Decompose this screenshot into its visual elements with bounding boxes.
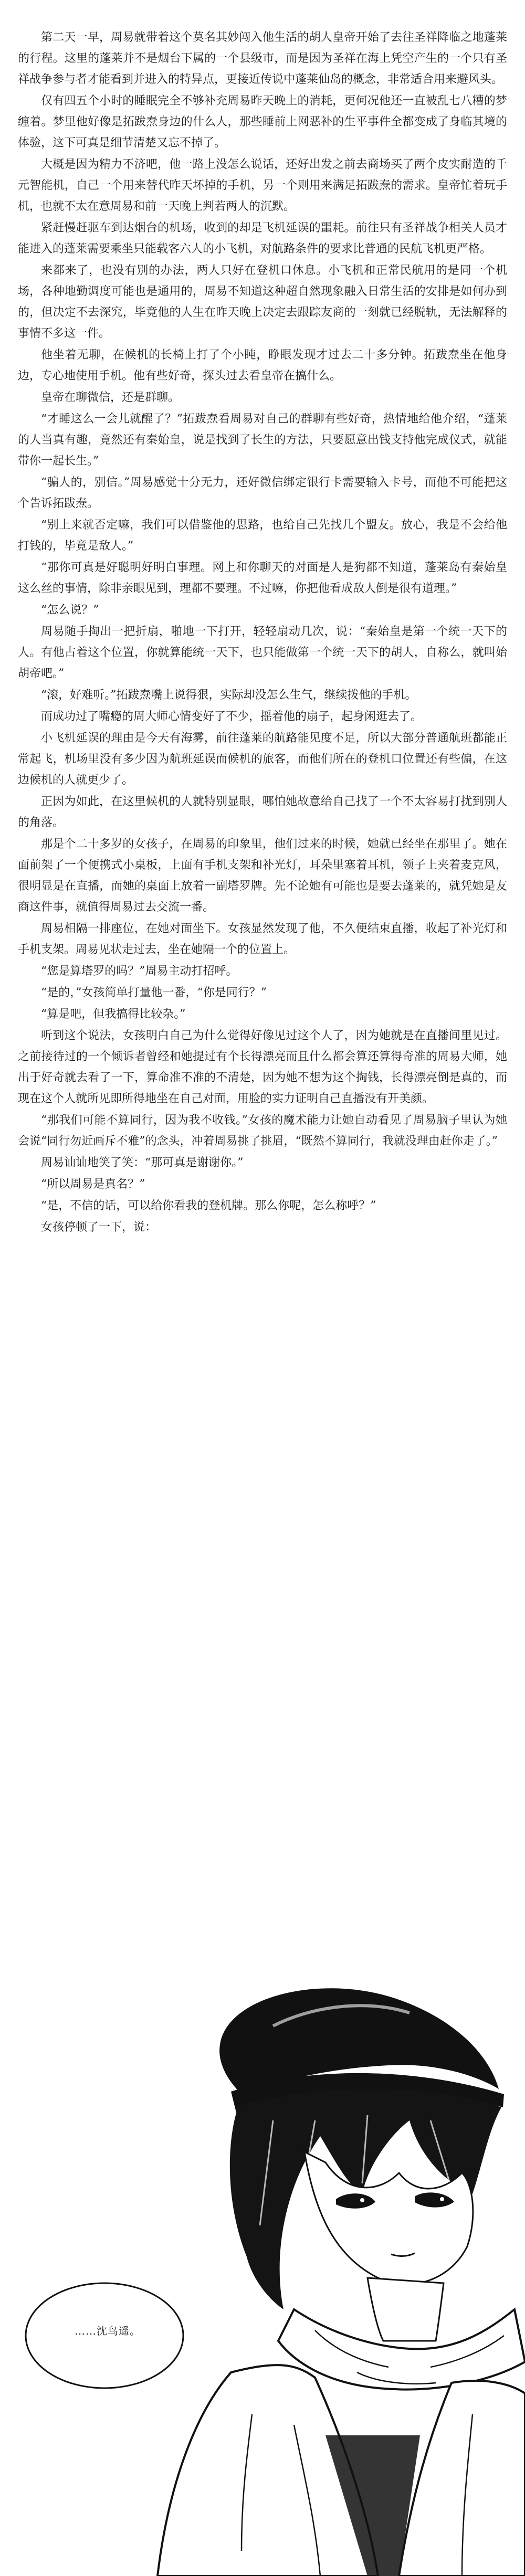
chapter-text <box>18 27 507 1238</box>
paragraph: 周易讪讪地笑了笑：“那可真是谢谢你。” <box>41 1156 244 1169</box>
paragraph: 周易随手掏出一把折扇，啪地一下打开，轻轻扇动几次，说：“秦始皇是第一个统一天下的人。有他占着这个位置，你就算能统一天下，也只能做第一个统一天下的胡人，自称么，就叫始胡帝吧。” <box>18 625 507 680</box>
character-illustration <box>0 1963 525 2576</box>
paragraph: “是，不信的话，可以给你看我的登机牌。那么你呢，怎么称呼？” <box>41 1199 376 1212</box>
paragraph: 听到这个说法，女孩明白自己为什么觉得好像见过这个人了，因为她就是在直播间里见过。之前接待过的一个倾诉者曾经和她提过有个长得漂亮而且什么都会算还算得奇准的周易大师，她出于好奇就去看了一下，算命准不准的不清楚，因为她不想为这个掏钱，长得漂亮倒是真的，而现在这个人就所见即所得地坐在自己对面，用脸的实力证明自己直播没有开美颜。 <box>18 1029 507 1105</box>
paragraph: “是的，”女孩简单打量他一番，“你是同行？” <box>41 986 267 999</box>
paragraph: 大概是因为精力不济吧，他一路上没怎么说话，还好出发之前去商场买了两个皮实耐造的千元智能机，自己一个用来替代昨天坏掉的手机，另一个则用来满足拓跋焘的需求。皇帝忙着玩手机，也就不太在意周易和前一天晚上判若两人的沉默。 <box>18 158 507 213</box>
paragraph: 小飞机延误的理由是今天有海雾，前往蓬莱的航路能见度不足，所以大部分普通航班都能正常起飞，机场里没有多少因为航班延误而候机的旅客，而他们所在的登机口位置还有些偏，在这边候机的人就更少了。 <box>18 732 507 787</box>
paragraph: “您是算塔罗的吗？”周易主动打招呼。 <box>41 965 238 978</box>
paragraph: 仅有四五个小时的睡眠完全不够补充周易昨天晚上的消耗，更何况他还一直被乱七八糟的梦缠着。梦里他好像是拓跋焘身边的什么人，那些睡前上网恶补的生平事件全都变成了身临其境的体验，这下可真是细节清楚又忘不掉了。 <box>18 94 507 150</box>
paragraph: “那你可真是好聪明好明白事理。网上和你聊天的对面是人是狗都不知道，蓬莱岛有秦始皇这么丝的事情，除非亲眼见到，理都不要理。不过嘛，你把他看成敌人倒是很有道理。” <box>18 561 507 595</box>
paragraph: 而成功过了嘴瘾的周大师心情变好了不少，摇着他的扇子，起身闲逛去了。 <box>41 710 423 723</box>
paragraph: “骗人的，别信。”周易感觉十分无力，还好微信绑定银行卡需要输入卡号，而他不可能把这个告诉拓跋焘。 <box>18 476 507 510</box>
paragraph: “那我们可能不算同行，因为我不收钱。”女孩的魔术能力让她自动看见了周易脑子里认为她会说“同行勿近画斥不雅”的念头，冲着周易挑了挑眉，“既然不算同行，我就没理由赶你走了。” <box>18 1114 507 1148</box>
left-eye-highlight <box>360 2198 364 2202</box>
paragraph: “所以周易是真名？” <box>41 1178 145 1191</box>
paragraph: “滚，好难听。”拓跋焘嘴上说得狠，实际却没怎么生气，继续拨他的手机。 <box>41 689 417 702</box>
paragraph: “怎么说？” <box>41 604 99 617</box>
paragraph: 皇帝在聊微信，还是群聊。 <box>41 391 180 404</box>
bubble-text: ……沈鸟遥。 <box>75 2325 141 2337</box>
right-eye-highlight <box>440 2197 444 2201</box>
paragraph: 第二天一早，周易就带着这个莫名其妙闯入他生活的胡人皇帝开始了去往圣祥降临之地蓬莱的行程。这里的蓬莱并不是烟台下属的一个县级市，而是因为圣祥在海上凭空产生的一个只有圣祥战争参与者才能看到并进入的特异点，更接近传说中蓬莱仙岛的概念，非常适合用来避风头。 <box>18 31 507 86</box>
paragraph: 周易相隔一排座位，在她对面坐下。女孩显然发现了他，不久便结束直播，收起了补光灯和手机支架。周易见状走过去，坐在她隔一个的位置上。 <box>18 922 507 956</box>
paragraph: 女孩停顿了一下，说： <box>41 1221 157 1234</box>
neck <box>368 2278 444 2341</box>
paragraph: 正因为如此，在这里候机的人就特别显眼，哪怕她故意给自己找了一个不太容易打扰到别人的角落。 <box>18 795 507 829</box>
paragraph: 他坐着无聊，在候机的长椅上打了个小盹，睁眼发现才过去二十多分钟。拓跋焘坐在他身边，专心地使用手机。他有些好奇，探头过去看皇帝在搞什么。 <box>18 349 507 383</box>
speech-bubble <box>18 2273 191 2399</box>
paragraph: “别上来就否定嘛，我们可以借鉴他的思路，也给自己先找几个盟友。放心，我是不会给他打钱的，毕竟是敌人。” <box>18 519 507 553</box>
paragraph: 紧赶慢赶驱车到达烟台的机场，收到的却是飞机延误的噩耗。前往只有圣祥战争相关人员才能进入的蓬莱需要乘坐只能载客六人的小飞机，对航路条件的要求比普通的民航飞机更严格。 <box>18 221 507 256</box>
paragraph: “算是吧，但我搞得比较杂。” <box>41 1008 186 1021</box>
paragraph: 来都来了，也没有别的办法，两人只好在登机口休息。小飞机和正常民航用的是同一个机场，各种地勤调度可能也是通用的，周易不知道这种超自然现象融入日常生活的安排是如何办到的，但决定不去深究，毕竟他的人生在昨天晚上决定去跟踪友商的一刻就已经脱轨，无法解释的事情不多这一件。 <box>18 264 507 340</box>
paragraph: “才睡这么一会儿就醒了？”拓跋焘看周易对自己的群聊有些好奇，热情地给他介绍，“蓬莱的人当真有趣，竟然还有秦始皇，说是找到了长生的方法，只要愿意出钱支持他完成仪式，就能带你一起长生。” <box>18 413 507 468</box>
paragraph: 那是个二十多岁的女孩子，在周易的印象里，他们过来的时候，她就已经坐在那里了。她在面前架了一个便携式小桌板，上面有手机支架和补光灯，耳朵里塞着耳机，领子上夹着麦克风，很明显是在直播，而她的桌面上放着一副塔罗牌。先不论她有可能也是要去蓬莱的，就凭她是友商这件事，就值得周易过去交流一番。 <box>18 838 507 914</box>
